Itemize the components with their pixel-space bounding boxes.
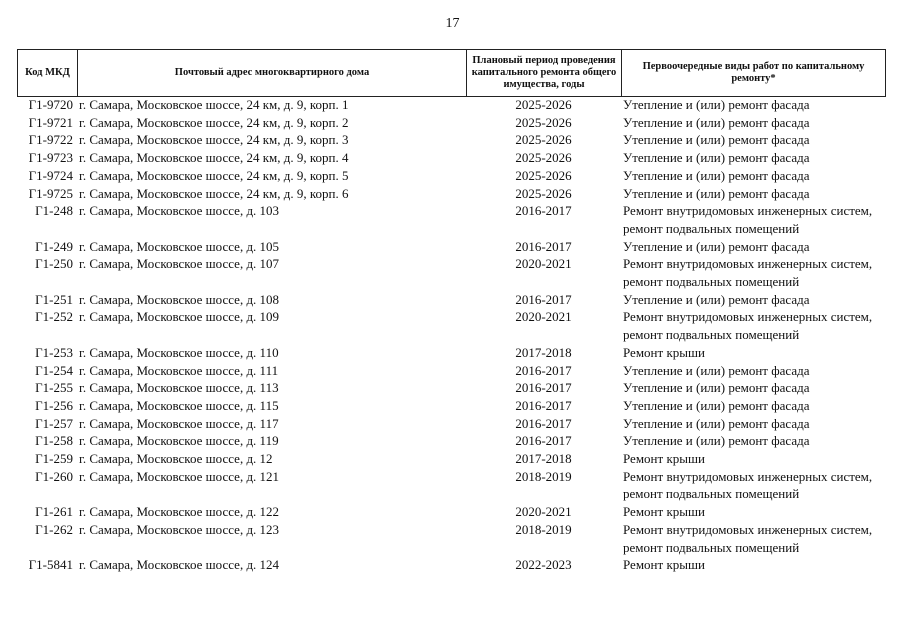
table-row (17, 415, 886, 433)
cell-code: Г1-9720 (28, 97, 73, 112)
cell-address: г. Самара, Московское шоссе, д. 108 (79, 291, 280, 307)
table-row (17, 167, 886, 185)
cell-works: Ремонт внутридомовых инженерных систем, ремонт подвальных помещений (623, 309, 873, 343)
cell-address: г. Самара, Московское шоссе, д. 12 (79, 451, 273, 467)
cell-period: 2025-2026 (515, 114, 572, 130)
table-row (17, 344, 886, 362)
table-row (17, 149, 886, 167)
table-header (17, 49, 886, 97)
cell-address: г. Самара, Московское шоссе, д. 123 (79, 521, 280, 537)
page-number: 17 (445, 16, 460, 31)
table-row (17, 202, 886, 237)
cell-period: 2017-2018 (515, 451, 572, 467)
cell-code: Г1-249 (35, 238, 73, 254)
cell-code: Г1-261 (35, 504, 73, 520)
cell-address: г. Самара, Московское шоссе, д. 121 (79, 468, 280, 484)
cell-code: Г1-5841 (28, 557, 73, 573)
cell-works: Утепление и (или) ремонт фасада (623, 291, 810, 307)
cell-period: 2025-2026 (515, 167, 572, 183)
header-address: Почтовый адрес многоквартирного дома (78, 50, 467, 96)
cell-code: Г1-258 (35, 433, 73, 449)
cell-works: Ремонт крыши (623, 504, 705, 520)
table-row (17, 255, 886, 290)
cell-code: Г1-9722 (28, 132, 73, 148)
cell-code: Г1-259 (35, 451, 73, 467)
cell-code: Г1-252 (35, 309, 73, 325)
cell-address: г. Самара, Московское шоссе, д. 107 (79, 256, 280, 272)
header-works: Первоочередные виды работ по капитальному ремонту* (642, 61, 865, 84)
table-row (17, 468, 886, 503)
cell-address: г. Самара, Московское шоссе, 24 км, д. 9, корп. 3 (79, 132, 349, 148)
cell-code: Г1-9724 (28, 167, 73, 183)
cell-period: 2018-2019 (515, 521, 572, 537)
cell-code: Г1-260 (35, 468, 73, 484)
cell-works: Утепление и (или) ремонт фасада (623, 114, 810, 130)
cell-period: 2016-2017 (515, 238, 572, 254)
cell-works: Утепление и (или) ремонт фасада (623, 150, 810, 166)
cell-works: Утепление и (или) ремонт фасада (623, 185, 810, 201)
cell-code: Г1-257 (35, 415, 73, 431)
cell-address: г. Самара, Московское шоссе, 24 км, д. 9, корп. 1 (79, 97, 349, 112)
table-row (17, 238, 886, 256)
table-row (17, 503, 886, 521)
cell-works: Утепление и (или) ремонт фасада (623, 397, 810, 413)
cell-address: г. Самара, Московское шоссе, д. 124 (79, 557, 280, 573)
cell-address: г. Самара, Московское шоссе, д. 109 (79, 309, 280, 325)
cell-period: 2020-2021 (515, 256, 572, 272)
cell-address: г. Самара, Московское шоссе, д. 117 (79, 415, 279, 431)
cell-works: Утепление и (или) ремонт фасада (623, 238, 810, 254)
table-row (17, 450, 886, 468)
cell-period: 2016-2017 (515, 415, 572, 431)
cell-address: г. Самара, Московское шоссе, д. 105 (79, 238, 280, 254)
table-row (17, 291, 886, 309)
cell-address: г. Самара, Московское шоссе, д. 103 (79, 203, 280, 219)
cell-works: Ремонт внутридомовых инженерных систем, ремонт подвальных помещений (623, 521, 873, 555)
cell-period: 2016-2017 (515, 291, 572, 307)
cell-period: 2022-2023 (515, 557, 572, 573)
cell-works: Утепление и (или) ремонт фасада (623, 380, 810, 396)
cell-works: Утепление и (или) ремонт фасада (623, 415, 810, 431)
table-body (17, 96, 886, 574)
cell-address: г. Самара, Московское шоссе, д. 113 (79, 380, 279, 396)
cell-period: 2025-2026 (515, 132, 572, 148)
cell-address: г. Самара, Московское шоссе, 24 км, д. 9, корп. 5 (79, 167, 349, 183)
cell-works: Ремонт внутридомовых инженерных систем, ремонт подвальных помещений (623, 468, 873, 502)
cell-works: Утепление и (или) ремонт фасада (623, 132, 810, 148)
cell-code: Г1-254 (35, 362, 73, 378)
cell-code: Г1-9721 (28, 114, 73, 130)
cell-code: Г1-248 (35, 203, 73, 219)
cell-works: Утепление и (или) ремонт фасада (623, 362, 810, 378)
cell-period: 2020-2021 (515, 309, 572, 325)
cell-period: 2020-2021 (515, 504, 572, 520)
table-row (17, 185, 886, 203)
cell-address: г. Самара, Московское шоссе, д. 111 (79, 362, 279, 378)
table-row (17, 397, 886, 415)
cell-code: Г1-250 (35, 256, 73, 272)
table-row (17, 432, 886, 450)
cell-address: г. Самара, Московское шоссе, д. 110 (79, 344, 279, 360)
cell-address: г. Самара, Московское шоссе, 24 км, д. 9, корп. 2 (79, 114, 349, 130)
cell-period: 2025-2026 (515, 185, 572, 201)
cell-period: 2017-2018 (515, 344, 572, 360)
cell-code: Г1-253 (35, 344, 73, 360)
cell-period: 2016-2017 (515, 433, 572, 449)
table-row (17, 114, 886, 132)
cell-period: 2016-2017 (515, 362, 572, 378)
cell-address: г. Самара, Московское шоссе, д. 122 (79, 504, 280, 520)
table-row (17, 131, 886, 149)
cell-address: г. Самара, Московское шоссе, д. 119 (79, 433, 279, 449)
header-period: Плановый период проведения капитального ремонта общего имущества, годы (467, 50, 622, 96)
cell-works: Ремонт крыши (623, 344, 705, 360)
table-row (17, 379, 886, 397)
table-row (17, 521, 886, 556)
cell-address: г. Самара, Московское шоссе, 24 км, д. 9, корп. 4 (79, 150, 349, 166)
cell-period: 2016-2017 (515, 397, 572, 413)
cell-works: Утепление и (или) ремонт фасада (623, 433, 810, 449)
cell-code: Г1-262 (35, 521, 73, 537)
cell-works: Утепление и (или) ремонт фасада (623, 167, 810, 183)
cell-works: Ремонт крыши (623, 451, 705, 467)
cell-works: Ремонт внутридомовых инженерных систем, ремонт подвальных помещений (623, 203, 873, 236)
cell-code: Г1-256 (35, 397, 73, 413)
cell-period: 2025-2026 (515, 150, 572, 166)
table-row (17, 556, 886, 574)
cell-code: Г1-9723 (28, 150, 73, 166)
cell-works: Ремонт крыши (623, 557, 705, 573)
cell-period: 2016-2017 (515, 380, 572, 396)
cell-works: Ремонт внутридомовых инженерных систем, ремонт подвальных помещений (623, 256, 873, 290)
cell-code: Г1-251 (35, 291, 73, 307)
cell-period: 2025-2026 (515, 97, 572, 112)
cell-address: г. Самара, Московское шоссе, д. 115 (79, 397, 279, 413)
cell-period: 2018-2019 (515, 468, 572, 484)
table-row (17, 308, 886, 343)
cell-period: 2016-2017 (515, 203, 572, 219)
cell-works: Утепление и (или) ремонт фасада (623, 97, 810, 112)
header-code: Код МКД (18, 50, 78, 96)
table-row (17, 96, 886, 114)
cell-code: Г1-255 (35, 380, 73, 396)
table-row (17, 362, 886, 380)
cell-address: г. Самара, Московское шоссе, 24 км, д. 9, корп. 6 (79, 185, 349, 201)
cell-code: Г1-9725 (28, 185, 73, 201)
